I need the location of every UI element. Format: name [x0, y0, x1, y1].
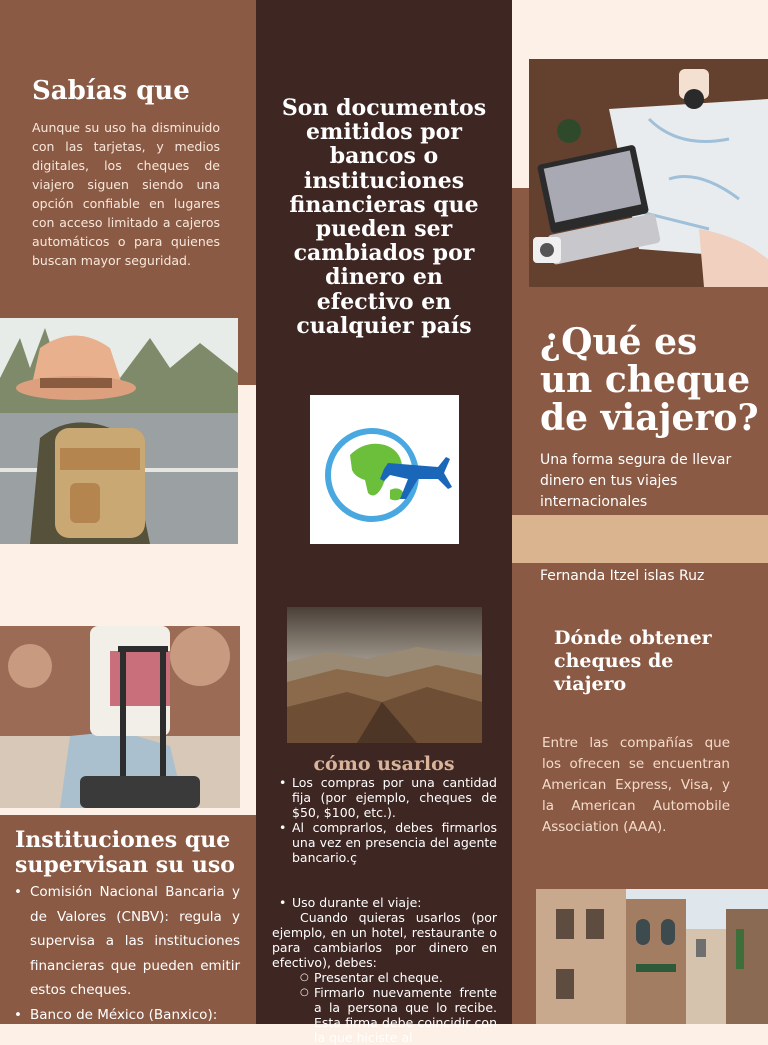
institutions-list [14, 880, 240, 1027]
institutions-title-line2: supervisan su uso [15, 852, 235, 878]
where-to-get-text: Entre las compañías que los ofrecen se encuentran American Express, Visa, y la American Automobile Association (AAA). [542, 735, 730, 835]
street-photo [536, 889, 768, 1024]
author-name: Fernanda Itzel islas Ruz [540, 568, 705, 584]
step-item: ○ Presentar el cheque. [272, 970, 497, 985]
use-item: • Los compras por una cantidad fija (por ejemplo, cheques de $50, $100, etc.). [272, 775, 497, 820]
main-title: ¿Qué es un cheque de viajero? [540, 321, 759, 439]
institution-item: • Comisión Nacional Bancaria y de Valores (CNBV): regula y supervisa a las instituciones financieras que pueden emitir estos cheques. [14, 880, 240, 1003]
definition-headline: Son documentos emitidos por bancos o instituciones financieras que pueden ser cambiados por dinero en efectivo en cualquier país [281, 95, 487, 339]
step-item: ○ Firmarlo nuevamente frente a la persona que lo recibe. Esta firma debe coincidir con la que hiciste al [272, 985, 497, 1045]
suitcase-photo [0, 626, 240, 808]
hiker-photo [0, 318, 238, 544]
during-trip-text: Cuando quieras usarlos (por ejemplo, en un hotel, restaurante o para cambiarlos por dinero en efectivo), debes: [272, 910, 497, 970]
map-desk-photo [529, 59, 768, 287]
how-to-use-title: cómo usarlos [313, 753, 455, 775]
use-item: • Al comprarlos, debes firmarlos una vez en presencia del agente bancario.ç [272, 820, 497, 865]
institutions-title [15, 828, 235, 878]
sabias-que-text: Aunque su uso ha disminuido con las tarjetas, y medios digitales, los cheques de viajero siguen siendo una opción confiable en lugares con acceso limitado a cajeros automáticos o para quienes buscan mayor seguridad. [32, 120, 220, 268]
sabias-que-title: Sabías que [32, 76, 190, 106]
during-trip-heading: • Uso durante el viaje: [272, 895, 497, 910]
landscape-photo [287, 607, 482, 743]
author-band [512, 515, 768, 563]
left-cream-gap [0, 590, 256, 620]
where-to-get-title: Dónde obtener cheques de viajero [554, 627, 712, 695]
how-to-use-list [272, 775, 497, 1045]
main-subtitle: Una forma segura de llevar dinero en tus viajes internacionales [540, 452, 732, 510]
institutions-title-line1: Instituciones que [15, 827, 231, 853]
travel-logo [310, 395, 459, 544]
institution-item: • Banco de México (Banxico): [14, 1003, 240, 1028]
globe-airplane-icon [310, 395, 459, 544]
